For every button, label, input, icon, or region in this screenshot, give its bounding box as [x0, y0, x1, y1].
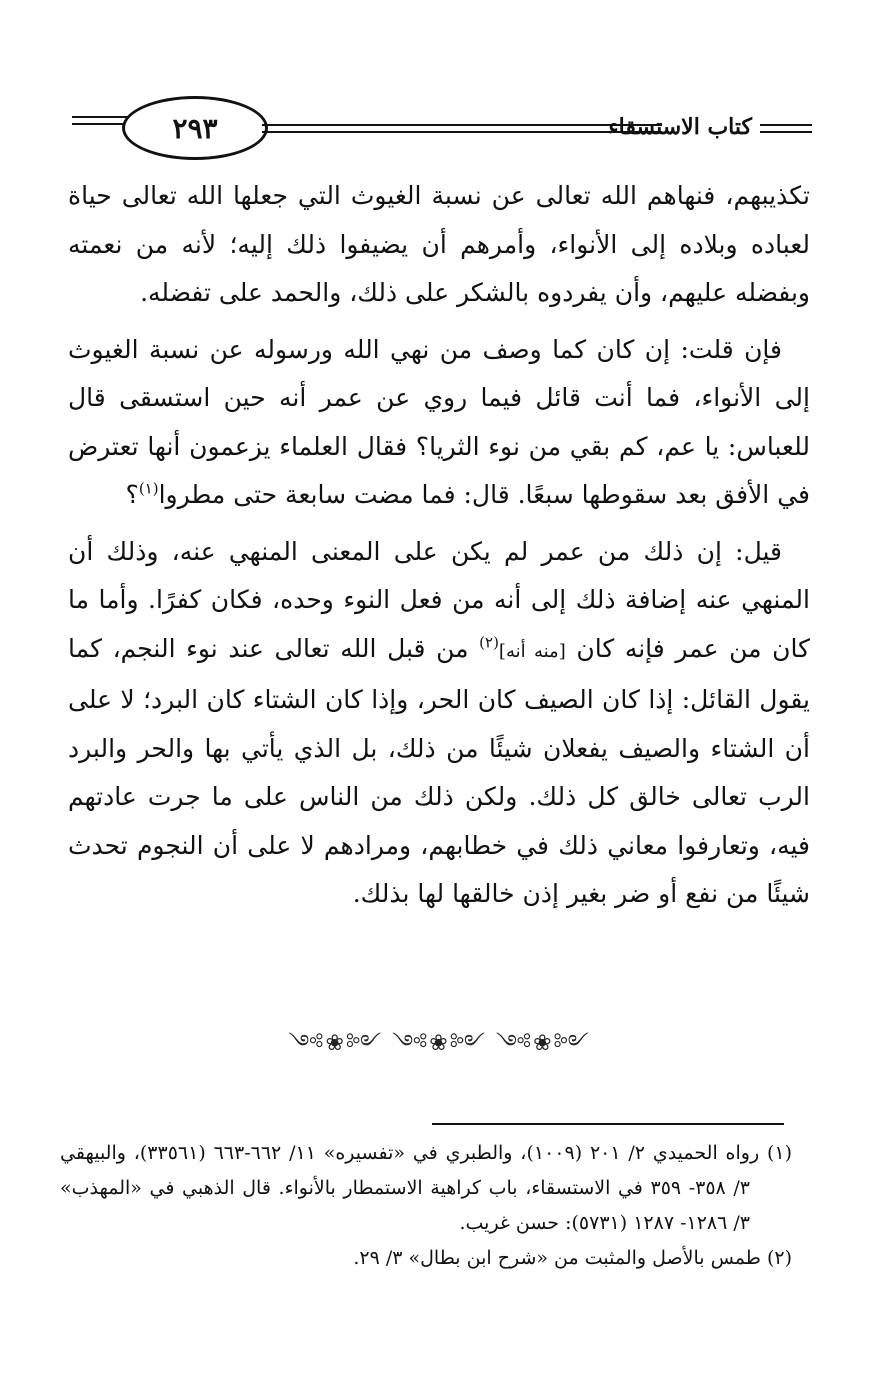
footnote-1: (١) رواه الحميدي ٢/ ٢٠١ (١٠٠٩)، والطبري في «تفسيره» ١١/ ٦٦٢-٦٦٣ (٣٣٥٦١)، والبيهقي ٣/ ٣٥٨- ٣٥٩ في الاستسقاء، باب كراهية الاستمطار بالأنواء. قال الذهبي في «المهذب» ٣/ ١٢٨٦- ١٢٨٧ (٥٧٣١): حسن غريب. [60, 1142, 793, 1234]
paragraph-3: قيل: إن ذلك من عمر لم يكن على المعنى المنهي عنه، وذلك أن المنهي عنه إضافة ذلك إلى أنه من فعل النوء وحده، فكان كفرًا. وأما ما كان من عمر فإنه كان [منه أنه]$^{(٢)}$ من قبل الله تعالى عند نوء النجم، كما يقول القائل: إذا كان الصيف كان الحر، وإذا كان الشتاء كان البرد؛ لا على أن الشتاء والصيف يفعلان شيئًا من ذلك، بل الذي يأتي بها والحر والبرد الرب تعالى خالق كل ذلك. ولكن ذلك من الناس على ما جرت عادتهم فيه، وتعارفوا معاني ذلك في خطابهم، ومرادهم لا على أن النجوم تحدث شيئًا من نفع أو ضر بغير إذن خالقها لها بذلك. [68, 536, 811, 908]
header-rule-middle [262, 124, 662, 138]
footnote-separator [432, 1123, 784, 1125]
main-text [68, 172, 810, 927]
page-header [72, 96, 812, 160]
ornament-divider: ༺❀༻ ༺❀༻ ༺❀༻ [288, 1031, 591, 1056]
paragraph-2: فإن قلت: إن كان كما وصف من نهي الله ورسوله عن نسبة الغيوث إلى الأنواء، فما أنت قائل فيما روي عن عمر أنه حين استسقى قال للعباس: يا عم، كم بقي من نوء الثريا؟ فقال العلماء يزعمون أنها تعترض في الأفق بعد سقوطها سبعًا. قال: فما مضت سابعة حتى مطروا$^{(١)}$؟ [68, 334, 810, 509]
footnote-ref-2: (٢) [479, 633, 499, 652]
header-rule-right [760, 124, 812, 138]
paragraph-1: تكذيبهم، فنهاهم الله تعالى عن نسبة الغيوث التي جعلها الله تعالى حياة لعباده وبلاده إلى الأنواء، وأمرهم أن يضيفوا ذلك إليه؛ لأنه من نعمته وبفضله عليهم، وأن يفردوه بالشكر على ذلك، والحمد على تفضله. [68, 181, 810, 307]
book-title: كتاب الاستسقاء [608, 114, 752, 140]
footnote-2: (٢) طمس بالأصل والمثبت من «شرح ابن بطال» ٣/ ٢٩. [353, 1247, 792, 1269]
editorial-insert: [منه أنه] [498, 640, 566, 662]
footnotes [60, 1136, 792, 1276]
page-number-badge: ٢٩٣ [122, 96, 268, 160]
footnote-ref-1: (١) [138, 479, 159, 498]
